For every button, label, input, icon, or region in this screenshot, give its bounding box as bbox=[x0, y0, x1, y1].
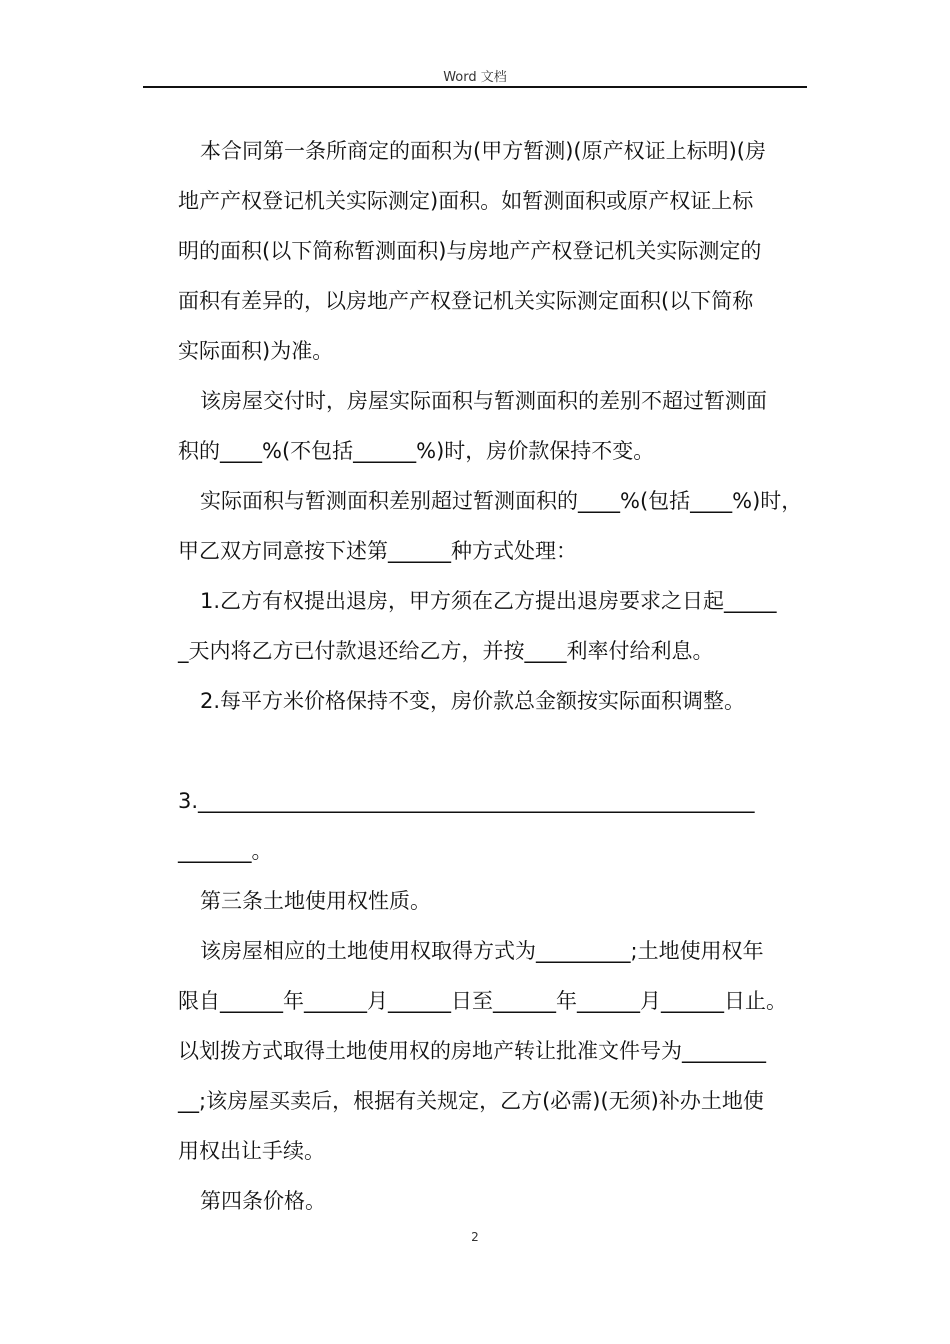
paragraph-line: 2.每平方米价格保持不变，房价款总金额按实际面积调整。 bbox=[200, 689, 746, 713]
paragraph-line: 面积有差异的，以房地产产权登记机关实际测定面积(以下简称 bbox=[178, 289, 754, 313]
page-number: 2 bbox=[471, 1230, 479, 1244]
paragraph-line: __;该房屋买卖后，根据有关规定，乙方(必需)(无须)补办土地使 bbox=[178, 1089, 764, 1113]
paragraph-line: 以划拨方式取得土地使用权的房地产转让批准文件号为________ bbox=[178, 1039, 766, 1063]
paragraph-line: 实际面积与暂测面积差别超过暂测面积的____%(包括____%)时， bbox=[200, 489, 803, 513]
blank-line bbox=[178, 726, 818, 776]
page-header: Word 文档 bbox=[443, 70, 507, 85]
document-body bbox=[178, 126, 818, 1226]
paragraph-line: 甲乙双方同意按下述第______种方式处理： bbox=[178, 539, 577, 563]
section-heading: 第四条价格。 bbox=[200, 1189, 326, 1213]
header-divider bbox=[143, 86, 807, 88]
paragraph-line: _______。 bbox=[178, 839, 273, 863]
paragraph-line: 1.乙方有权提出退房，甲方须在乙方提出退房要求之日起_____ bbox=[200, 589, 777, 613]
paragraph-line: 该房屋相应的土地使用权取得方式为_________;土地使用权年 bbox=[200, 939, 764, 963]
section-heading: 第三条土地使用权性质。 bbox=[200, 889, 431, 913]
paragraph-line: 地产产权登记机关实际测定)面积。如暂测面积或原产权证上标 bbox=[178, 189, 754, 213]
paragraph-line: _天内将乙方已付款退还给乙方，并按____利率付给利息。 bbox=[178, 639, 714, 663]
paragraph-line: 明的面积(以下简称暂测面积)与房地产产权登记机关实际测定的 bbox=[178, 239, 762, 263]
paragraph-line: 积的____%(不包括______%)时，房价款保持不变。 bbox=[178, 439, 655, 463]
paragraph-line: 3._____________________________________________________ bbox=[178, 789, 755, 813]
paragraph-line: 本合同第一条所商定的面积为(甲方暂测)(原产权证上标明)(房 bbox=[200, 139, 766, 163]
paragraph-line: 实际面积)为准。 bbox=[178, 339, 334, 363]
paragraph-line: 用权出让手续。 bbox=[178, 1139, 325, 1163]
paragraph-line: 限自______年______月______日至______年______月______日止。 bbox=[178, 989, 787, 1013]
paragraph-line: 该房屋交付时，房屋实际面积与暂测面积的差别不超过暂测面 bbox=[200, 389, 767, 413]
